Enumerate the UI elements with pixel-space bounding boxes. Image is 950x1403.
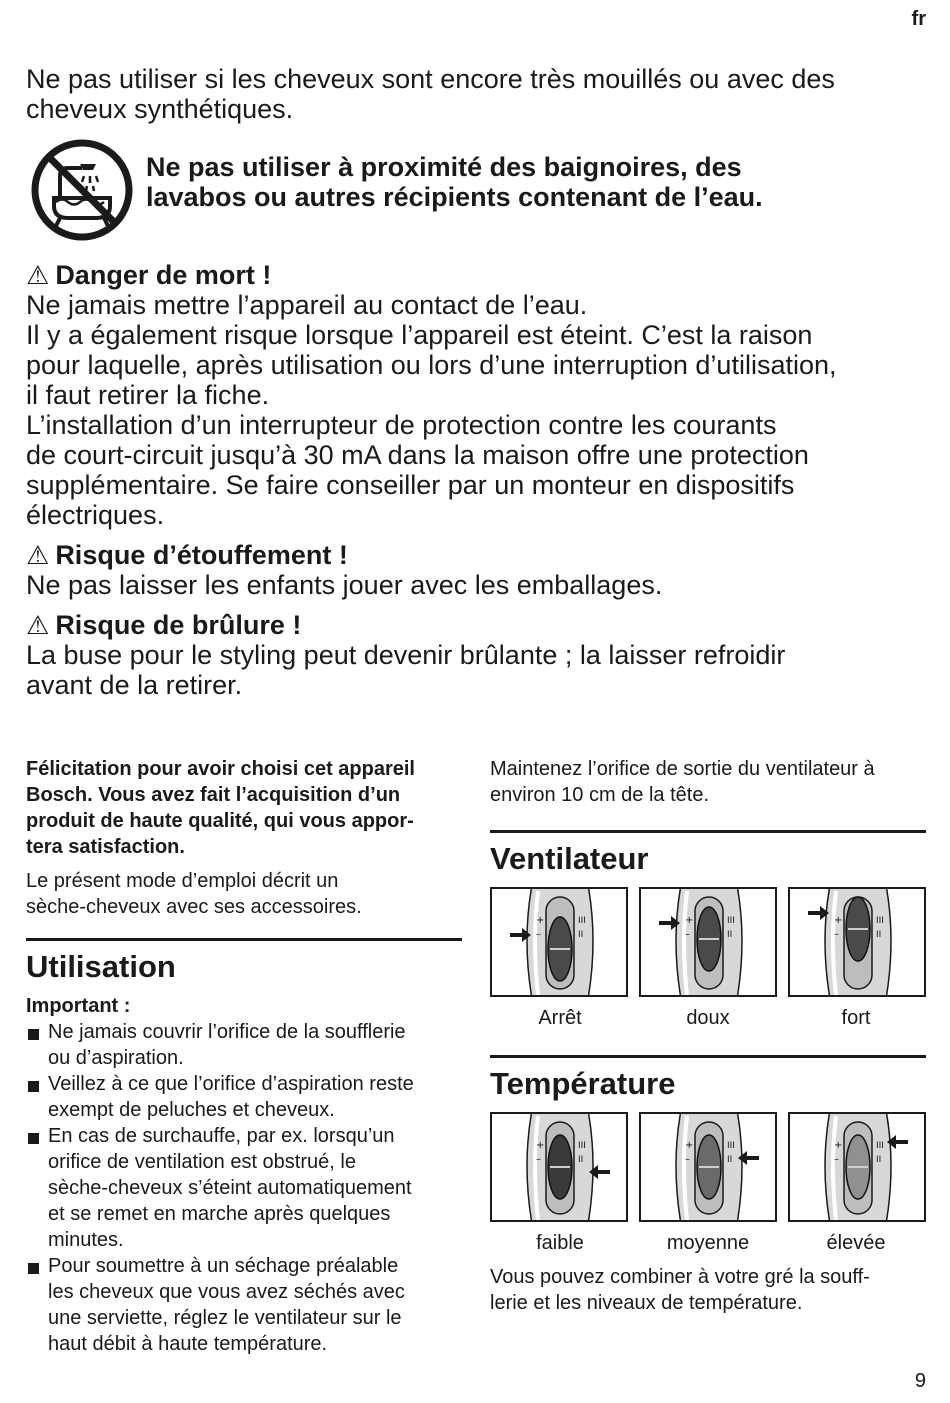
bath-warning-text — [146, 152, 763, 212]
svg-text:–: – — [834, 929, 839, 940]
utilisation-heading: Utilisation — [26, 938, 462, 985]
svg-text:II: II — [876, 1155, 882, 1165]
svg-text:+: + — [536, 1140, 545, 1151]
choke-title: Risque d’étouffement ! — [55, 540, 348, 570]
bullet-line: les cheveux que vous avez séchés avec — [48, 1281, 405, 1303]
svg-text:III: III — [578, 916, 586, 926]
danger-title: Danger de mort ! — [55, 260, 272, 290]
fan-caption-low: doux — [686, 1007, 730, 1029]
danger-line: il faut retirer la fiche. — [26, 380, 270, 410]
danger-line: L’installation d’un interrupteur de protection contre les courants — [26, 410, 777, 440]
temp-switch-medium-image — [639, 1112, 777, 1222]
danger-line: supplémentaire. Se faire conseiller par un monteur en dispositifs — [26, 470, 795, 500]
intro-line: Félicitation pour avoir choisi cet appareil — [26, 758, 415, 780]
combination-line: Vous pouvez combiner à votre gré la souff- — [490, 1266, 870, 1288]
intro-line: produit de haute qualité, qui vous appor- — [26, 810, 414, 832]
svg-text:–: – — [536, 929, 541, 940]
svg-text:II: II — [727, 1155, 733, 1165]
warning-triangle-icon: ⚠ — [26, 540, 50, 570]
temp-caption-medium: moyenne — [666, 1232, 750, 1254]
left-column — [26, 756, 462, 1357]
burn-line: La buse pour le styling peut devenir brûlante ; la laisser refroidir — [26, 640, 786, 670]
svg-text:–: – — [685, 929, 690, 940]
ventilateur-heading: Ventilateur — [490, 830, 926, 877]
page-number: 9 — [914, 1370, 926, 1392]
bath-warning-line-2: lavabos ou autres récipients contenant de l’eau. — [146, 182, 763, 212]
language-code: fr — [911, 8, 926, 30]
bullet-line: Pour soumettre à un séchage préalable — [48, 1255, 399, 1277]
temperature-setting-images — [490, 1112, 926, 1222]
burn-title: Risque de brûlure ! — [55, 610, 302, 640]
slide-switch-icon — [790, 1114, 924, 1220]
wet-hair-warning-line-1: Ne pas utiliser si les cheveux sont encore très mouillés ou avec des — [26, 64, 835, 94]
distance-line: Maintenez l’orifice de sortie du ventilateur à — [490, 758, 875, 780]
slide-switch-icon — [492, 889, 626, 995]
fan-switch-off-image — [490, 887, 628, 997]
danger-heading — [26, 260, 926, 290]
description-line: Le présent mode d’emploi décrit un — [26, 870, 339, 892]
temp-caption-low: faible — [536, 1232, 584, 1254]
usage-bullet-list — [26, 1019, 462, 1357]
svg-text:+: + — [834, 1140, 843, 1151]
svg-text:+: + — [834, 915, 843, 926]
safety-warnings — [26, 64, 926, 700]
distance-paragraph — [490, 756, 926, 808]
slide-switch-icon — [641, 889, 775, 995]
description-paragraph — [26, 868, 462, 920]
bullet-line: orifice de ventilation est obstrué, le — [48, 1151, 356, 1173]
temp-switch-high-image — [788, 1112, 926, 1222]
intro-line: Bosch. Vous avez fait l’acquisition d’un — [26, 784, 401, 806]
important-label: Important : — [26, 995, 131, 1017]
distance-line: environ 10 cm de la tête. — [490, 784, 710, 806]
warning-triangle-icon: ⚠ — [26, 610, 50, 640]
fan-caption-off: Arrêt — [538, 1007, 582, 1029]
svg-text:–: – — [834, 1154, 839, 1165]
warning-triangle-icon: ⚠ — [26, 260, 50, 290]
danger-line: pour laquelle, après utilisation ou lors d’une interruption d’utilisation, — [26, 350, 837, 380]
slide-switch-icon — [641, 1114, 775, 1220]
fan-captions — [490, 1005, 926, 1031]
bullet-line: une serviette, réglez le ventilateur sur le — [48, 1307, 402, 1329]
svg-text:III: III — [727, 916, 735, 926]
combination-line: lerie et les niveaux de température. — [490, 1292, 803, 1314]
svg-text:II: II — [578, 1155, 584, 1165]
bullet-line: Veillez à ce que l’orifice d’aspiration reste — [48, 1073, 414, 1095]
wet-hair-warning-line-2: cheveux synthétiques. — [26, 94, 294, 124]
bullet-line: Ne jamais couvrir l’orifice de la soufflerie — [48, 1021, 406, 1043]
danger-line: électriques. — [26, 500, 165, 530]
svg-text:II: II — [727, 930, 733, 940]
svg-text:+: + — [536, 915, 545, 926]
svg-text:III: III — [727, 1141, 735, 1151]
svg-text:+: + — [685, 1140, 694, 1151]
bullet-line: sèche-cheveux s’éteint automatiquement — [48, 1177, 412, 1199]
choke-line: Ne pas laisser les enfants jouer avec les emballages. — [26, 570, 663, 600]
combination-paragraph — [490, 1264, 926, 1316]
bath-warning-block — [26, 134, 926, 250]
description-line: sèche-cheveux avec ses accessoires. — [26, 896, 362, 918]
list-item — [26, 1019, 462, 1071]
burn-line: avant de la retirer. — [26, 670, 243, 700]
fan-switch-high-image — [788, 887, 926, 997]
bath-warning-line-1: Ne pas utiliser à proximité des baignoires, des — [146, 152, 742, 182]
bullet-line: ou d’aspiration. — [48, 1047, 184, 1069]
fan-setting-images — [490, 887, 926, 997]
list-item — [26, 1253, 462, 1357]
intro-paragraph — [26, 756, 462, 860]
svg-text:II: II — [578, 930, 584, 940]
bullet-line: et se remet en marche après quelques — [48, 1203, 391, 1225]
temperature-captions — [490, 1230, 926, 1256]
danger-line: de court-circuit jusqu’à 30 mA dans la maison offre une protection — [26, 440, 809, 470]
list-item — [26, 1071, 462, 1123]
svg-text:III: III — [578, 1141, 586, 1151]
list-item — [26, 1123, 462, 1253]
bullet-line: haut débit à haute température. — [48, 1333, 328, 1355]
fan-caption-high: fort — [841, 1007, 871, 1029]
temp-switch-low-image — [490, 1112, 628, 1222]
danger-line: Il y a également risque lorsque l’appareil est éteint. C’est la raison — [26, 320, 813, 350]
bullet-line: exempt de peluches et cheveux. — [48, 1099, 335, 1121]
svg-text:–: – — [685, 1154, 690, 1165]
fan-switch-low-image — [639, 887, 777, 997]
temperature-heading: Température — [490, 1055, 926, 1102]
svg-text:–: – — [536, 1154, 541, 1165]
right-column — [490, 756, 926, 1316]
slide-switch-icon — [492, 1114, 626, 1220]
choke-heading — [26, 540, 926, 570]
bullet-line: En cas de surchauffe, par ex. lorsqu’un — [48, 1125, 395, 1147]
svg-text:III: III — [876, 1141, 884, 1151]
temp-caption-high: élevée — [826, 1232, 886, 1254]
svg-text:II: II — [876, 930, 882, 940]
svg-text:III: III — [876, 916, 884, 926]
burn-heading — [26, 610, 926, 640]
intro-line: tera satisfaction. — [26, 836, 185, 858]
no-bathtub-icon — [30, 138, 134, 242]
bullet-line: minutes. — [48, 1229, 124, 1251]
slide-switch-icon — [790, 889, 924, 995]
svg-text:+: + — [685, 915, 694, 926]
danger-line: Ne jamais mettre l’appareil au contact de l’eau. — [26, 290, 588, 320]
